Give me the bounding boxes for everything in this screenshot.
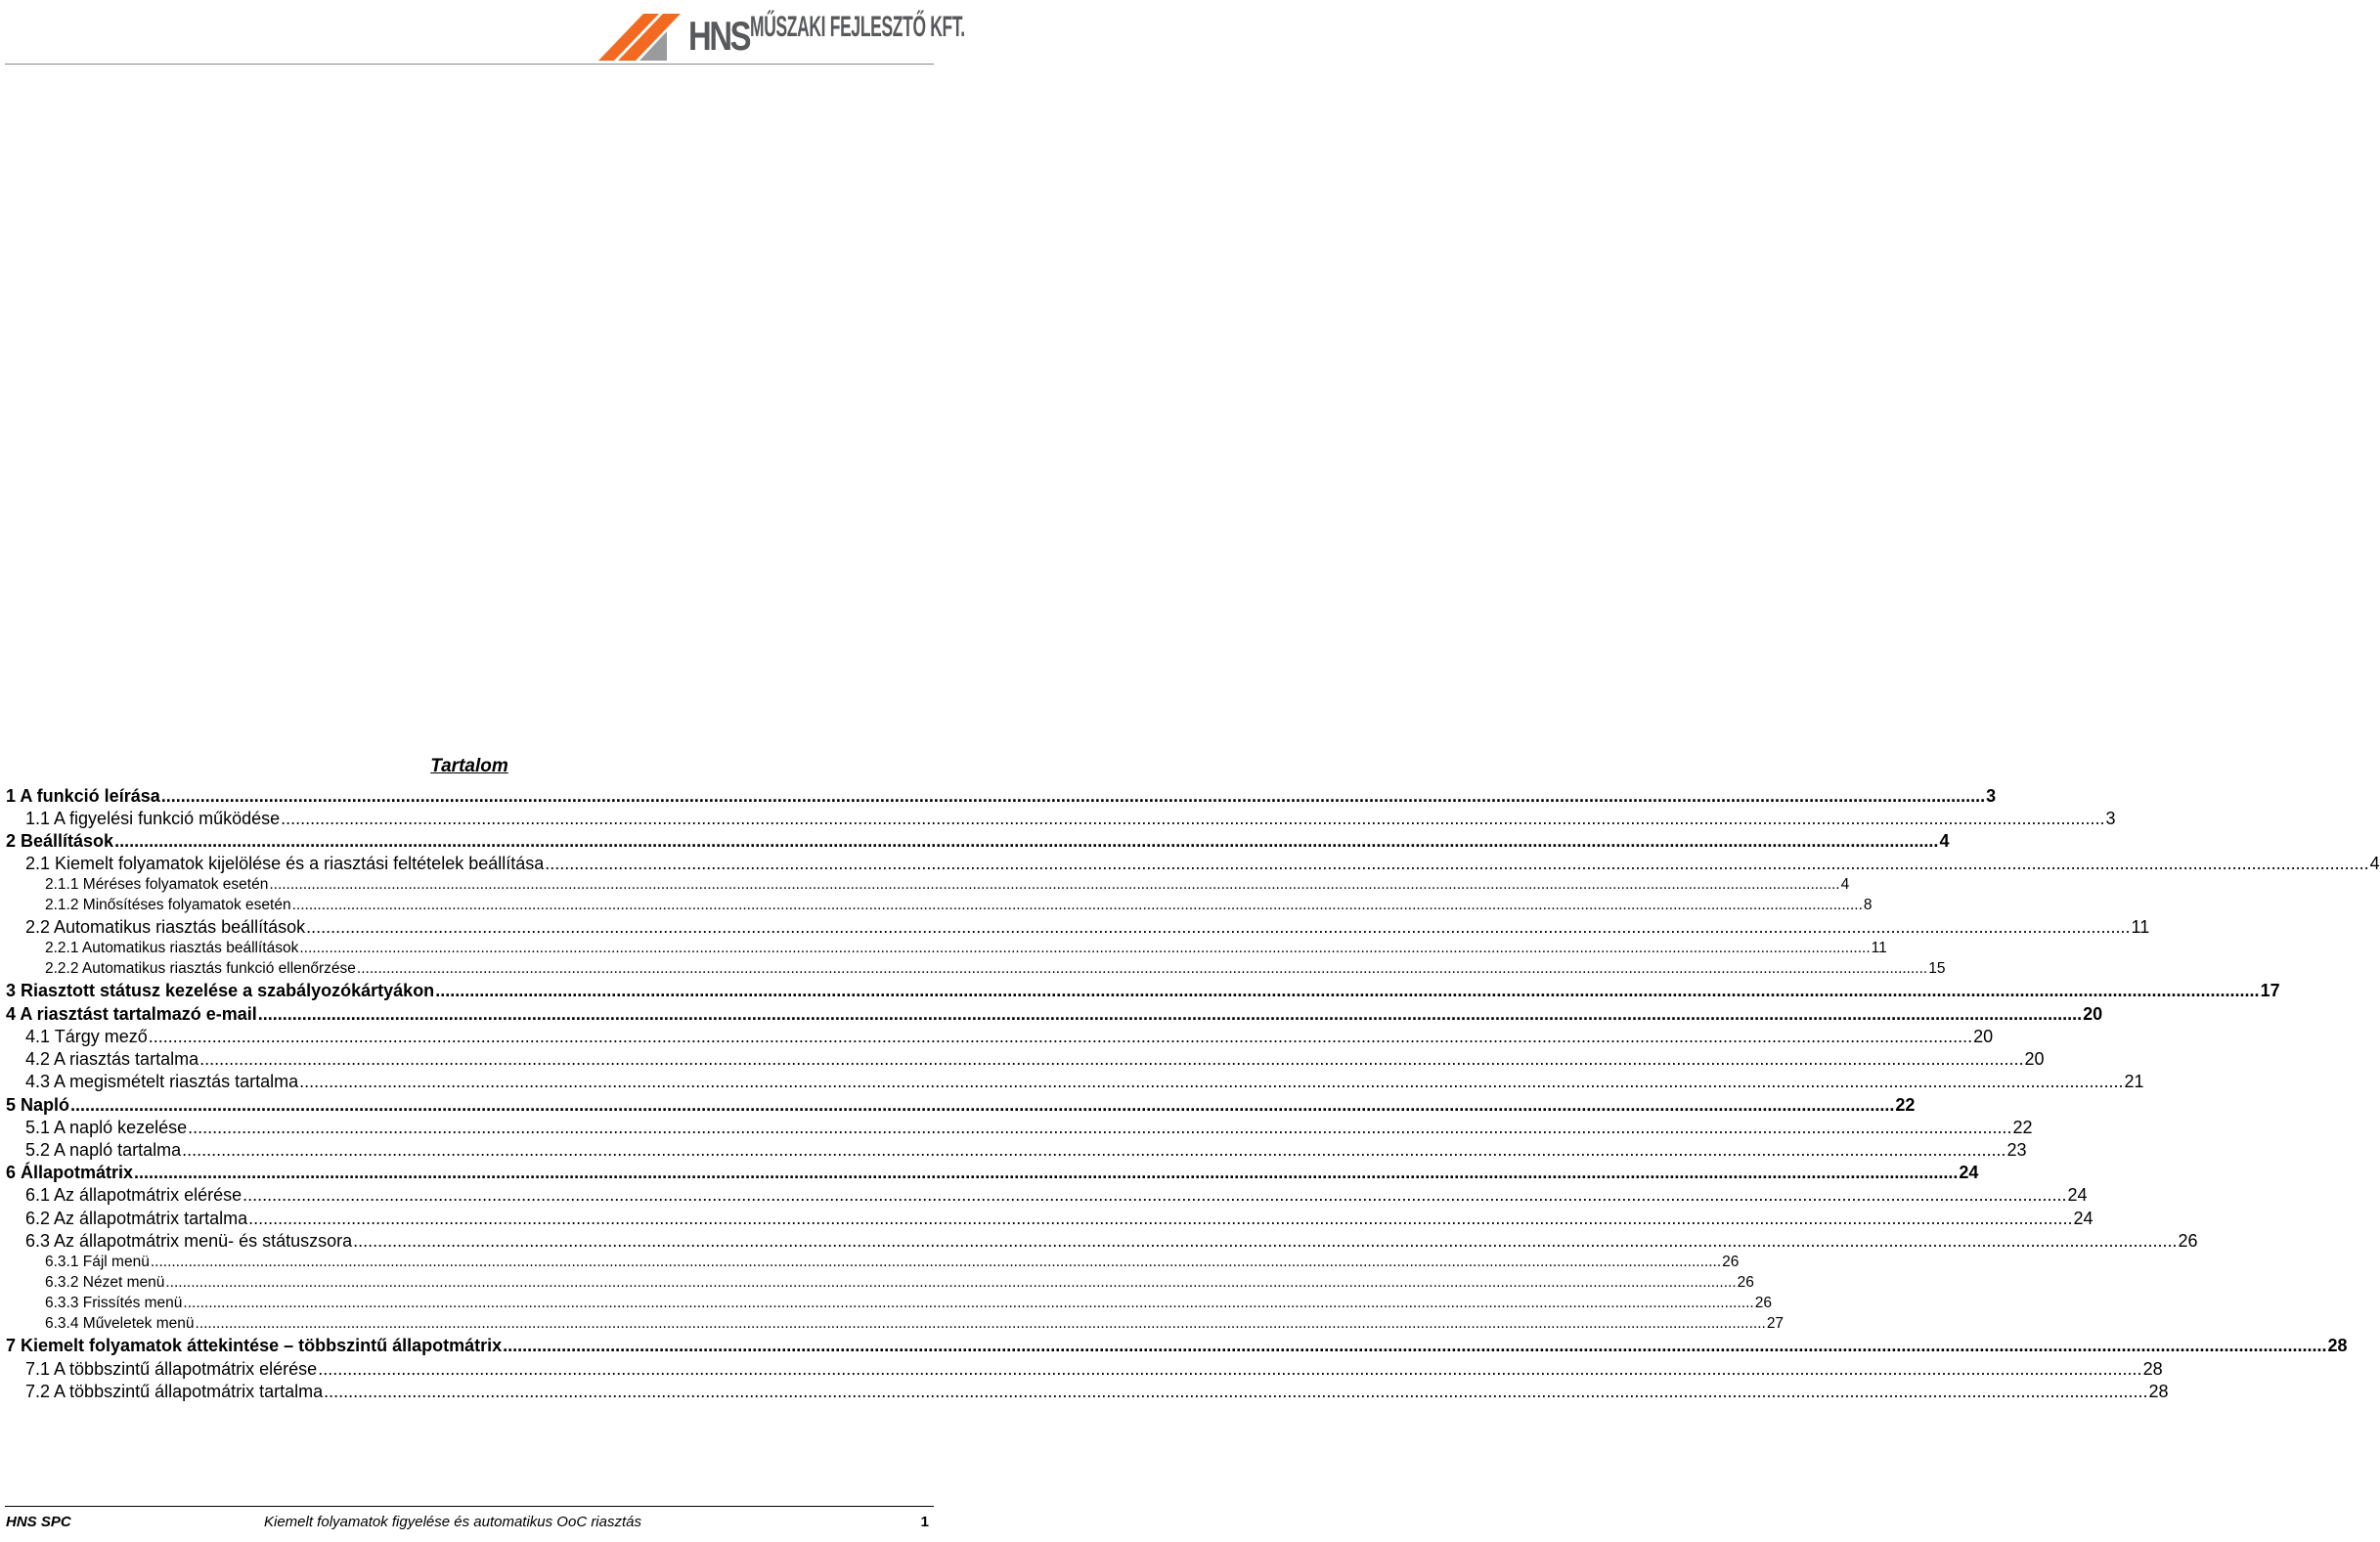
toc-entry[interactable] — [25, 853, 2380, 874]
toc-entry-title: 6.1 Az állapotmátrix elérése — [25, 1185, 242, 1205]
toc-dot-leader — [188, 1117, 2011, 1138]
toc-entry[interactable] — [25, 1048, 2045, 1070]
toc-entry-title: 5.2 A napló tartalma — [25, 1140, 182, 1160]
toc-entry-page: 22 — [1895, 1095, 1916, 1115]
toc-dot-leader — [134, 1162, 1958, 1183]
toc-entry[interactable] — [25, 1208, 2094, 1229]
toc-entry[interactable] — [45, 939, 1887, 958]
toc-entry-page: 4 — [1939, 831, 1950, 851]
toc-dot-leader — [324, 1381, 2147, 1402]
footer-page-number: 1 — [920, 1514, 929, 1530]
toc-entry-page: 20 — [2024, 1049, 2045, 1069]
toc-entry-page: 24 — [2073, 1209, 2094, 1228]
toc-dot-leader — [357, 959, 1927, 979]
toc-dot-leader — [182, 1139, 2005, 1161]
logo-company-text: MŰSZAKI FEJLESZTŐ KFT. — [750, 11, 965, 43]
toc-entry-page: 28 — [2327, 1336, 2348, 1355]
toc-dot-leader — [149, 1026, 1972, 1047]
toc-dot-leader — [199, 1048, 2023, 1070]
toc-dot-leader — [70, 1094, 1894, 1116]
toc-entry-page: 8 — [1863, 897, 1873, 913]
toc-entry[interactable] — [6, 1094, 1916, 1116]
toc-entry-title: 2.2.1 Automatikus riasztás beállítások — [45, 940, 299, 956]
toc-entry-title: 6 Állapotmátrix — [6, 1163, 134, 1182]
footer-divider — [5, 1506, 934, 1507]
toc-entry-title: 1.1 A figyelési funkció működése — [25, 809, 281, 828]
toc-entry-title: 4.2 A riasztás tartalma — [25, 1049, 199, 1069]
toc-dot-leader — [503, 1335, 2326, 1356]
toc-entry[interactable] — [45, 875, 1850, 895]
toc-entry-title: 7 Kiemelt folyamatok áttekintése – többszintű állapotmátrix — [6, 1336, 503, 1355]
toc-entry[interactable] — [25, 1117, 2033, 1138]
toc-entry-title: 7.1 A többszintű állapotmátrix elérése — [25, 1359, 318, 1379]
toc-dot-leader — [183, 1294, 1753, 1313]
toc-entry-title: 4.3 A megismételt riasztás tartalma — [25, 1072, 299, 1091]
toc-entry[interactable] — [45, 959, 1946, 979]
toc-dot-leader — [242, 1184, 2066, 1206]
toc-entry-title: 6.3.4 Műveletek menü — [45, 1315, 195, 1332]
toc-dot-leader — [545, 853, 2368, 874]
toc-entry-page: 26 — [1754, 1295, 1772, 1311]
toc-entry-title: 7.2 A többszintű állapotmátrix tartalma — [25, 1382, 324, 1401]
toc-entry[interactable] — [45, 1253, 1740, 1272]
toc-entry-page: 28 — [2142, 1359, 2163, 1379]
footer-product: HNS SPC — [6, 1514, 71, 1530]
toc-entry[interactable] — [6, 1335, 2348, 1356]
toc-entry-page: 26 — [1737, 1274, 1754, 1291]
toc-entry[interactable] — [45, 1294, 1772, 1313]
toc-dot-leader — [353, 1230, 2177, 1252]
toc-entry-title: 2 Beállítások — [6, 831, 114, 851]
toc-dot-leader — [299, 1071, 2123, 1092]
toc-entry[interactable] — [6, 1162, 1979, 1183]
page-header — [0, 0, 965, 66]
toc-entry-title: 2.2.2 Automatikus riasztás funkció ellenőrzése — [45, 960, 356, 977]
toc-entry[interactable] — [25, 808, 2116, 829]
toc-entry[interactable] — [25, 1071, 2144, 1092]
toc-entry-page: 11 — [1871, 940, 1887, 956]
toc-entry[interactable] — [25, 1358, 2163, 1380]
toc-entry[interactable] — [25, 1230, 2198, 1252]
toc-entry-page: 24 — [1959, 1163, 1979, 1182]
toc-dot-leader — [165, 1273, 1736, 1293]
toc-entry-title: 2.1 Kiemelt folyamatok kijelölése és a riasztási feltételek beállítása — [25, 854, 545, 873]
toc-dot-leader — [306, 916, 2130, 938]
toc-entry-page: 23 — [2006, 1140, 2027, 1160]
toc-dot-leader — [299, 939, 1870, 958]
toc-dot-leader — [114, 830, 1938, 852]
toc-entry[interactable] — [45, 1314, 1785, 1334]
toc-dot-leader — [269, 875, 1839, 895]
toc-entry-title: 4 A riasztást tartalmazó e-mail — [6, 1004, 257, 1024]
toc-entry-title: 6.2 Az állapotmátrix tartalma — [25, 1209, 248, 1228]
toc-entry[interactable] — [6, 785, 1997, 807]
toc-entry-page: 26 — [2178, 1231, 2198, 1251]
toc-entry-title: 3 Riasztott státusz kezelése a szabályozókártyákon — [6, 981, 435, 1000]
toc-entry-title: 5 Napló — [6, 1095, 70, 1115]
footer-document-title: Kiemelt folyamatok figyelése és automatikus OoC riasztás — [264, 1514, 641, 1530]
toc-entry-title: 6.3.1 Fájl menü — [45, 1254, 150, 1270]
toc-entry-page: 28 — [2148, 1382, 2169, 1401]
toc-entry-title: 2.1.1 Méréses folyamatok esetén — [45, 876, 269, 893]
toc-dot-leader — [435, 980, 2259, 1001]
toc-entry-page: 3 — [1986, 786, 1997, 806]
toc-entry-page: 4 — [1840, 876, 1850, 893]
toc-entry-page: 20 — [1973, 1027, 1994, 1046]
toc-entry[interactable] — [25, 1381, 2169, 1402]
toc-entry-title: 2.2 Automatikus riasztás beállítások — [25, 917, 306, 937]
toc-entry[interactable] — [6, 980, 2280, 1001]
page-footer — [6, 1512, 929, 1533]
toc-dot-leader — [248, 1208, 2072, 1229]
toc-entry-page: 21 — [2124, 1072, 2144, 1091]
logo-hns-text: HNS — [688, 13, 750, 59]
toc-entry-page: 4 — [2369, 854, 2380, 873]
toc-entry-title: 4.1 Tárgy mező — [25, 1027, 148, 1046]
toc-entry[interactable] — [45, 896, 1873, 915]
toc-entry-page: 27 — [1766, 1315, 1785, 1332]
toc-entry-title: 6.3.3 Frissítés menü — [45, 1295, 183, 1311]
toc-entry-page: 17 — [2260, 981, 2280, 1000]
toc-entry[interactable] — [25, 1184, 2088, 1206]
toc-entry-title: 6.3 Az állapotmátrix menü- és státuszsora — [25, 1231, 353, 1251]
toc-entry[interactable] — [45, 1273, 1754, 1293]
toc-title: Tartalom — [430, 756, 508, 776]
header-divider — [5, 64, 934, 65]
toc-entry-page: 26 — [1722, 1254, 1740, 1270]
toc-entry-page: 24 — [2067, 1185, 2088, 1205]
toc-dot-leader — [196, 1314, 1766, 1334]
toc-dot-leader — [292, 896, 1863, 915]
toc-entry-title: 5.1 A napló kezelése — [25, 1118, 188, 1137]
toc-entry-page: 11 — [2131, 917, 2150, 937]
toc-entry-page: 3 — [2105, 809, 2116, 828]
toc-dot-leader — [281, 808, 2104, 829]
company-logo — [598, 6, 965, 63]
toc-entry-page: 22 — [2012, 1118, 2033, 1137]
toc-dot-leader — [151, 1253, 1721, 1272]
toc-dot-leader — [258, 1003, 2082, 1025]
toc-entry-page: 20 — [2083, 1004, 2103, 1024]
toc-entry-title: 6.3.2 Nézet menü — [45, 1274, 165, 1291]
logo-stripes-icon — [598, 6, 696, 63]
toc-entry-title: 2.1.2 Minősítéses folyamatok esetén — [45, 897, 291, 913]
toc-entry[interactable] — [25, 1139, 2027, 1161]
toc-dot-leader — [318, 1358, 2141, 1380]
toc-entry-page: 15 — [1928, 960, 1946, 977]
toc-entry-title: 1 A funkció leírása — [6, 786, 160, 806]
toc-dot-leader — [161, 785, 1985, 807]
toc-entry[interactable] — [25, 916, 2150, 938]
toc-entry[interactable] — [6, 830, 1950, 852]
toc-entry[interactable] — [25, 1026, 1994, 1047]
toc-entry[interactable] — [6, 1003, 2103, 1025]
